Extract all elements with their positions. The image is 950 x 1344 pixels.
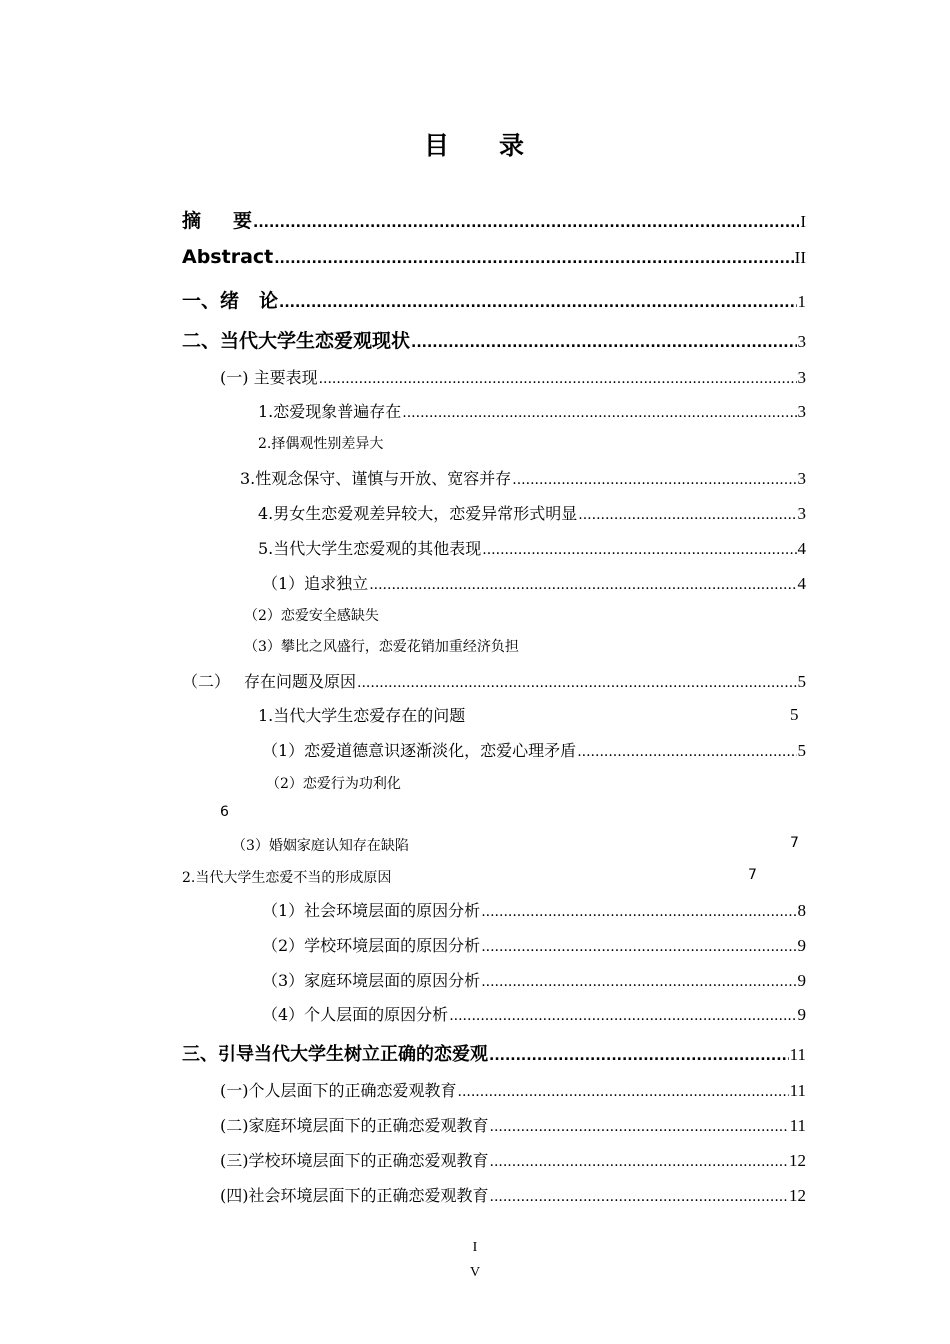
page-number: 11	[789, 1045, 806, 1064]
dot-leader	[577, 744, 796, 760]
toc-entry-2-2-1[interactable]: 1.当代大学生恋爱存在的问题	[258, 706, 466, 725]
page-title: 目 录	[423, 131, 527, 160]
page-number: 9	[797, 936, 806, 955]
page-number: 5	[790, 705, 799, 724]
page-number: 3	[797, 402, 806, 421]
dot-leader	[482, 542, 796, 558]
toc-entry-2-2-2-1[interactable]: （1）社会环境层面的原因分析 ..... 8	[262, 898, 806, 921]
page-number: 4	[797, 539, 806, 558]
dot-leader	[490, 1119, 789, 1135]
dot-leader	[489, 1048, 789, 1064]
toc-entry-2-1-5-1[interactable]: （1）追求独立 ..... 4	[262, 571, 806, 594]
page-number: 4	[797, 574, 806, 593]
dot-leader	[481, 939, 796, 955]
dot-leader	[402, 405, 796, 421]
page-number: 5	[797, 672, 806, 691]
dot-leader	[578, 507, 796, 523]
dot-leader	[490, 1154, 789, 1170]
page-number: I	[800, 212, 806, 231]
toc-entry-2-2-2[interactable]: 2.当代大学生恋爱不当的形成原因	[182, 870, 392, 886]
toc-entry-section-3-2[interactable]: (二)家庭环境层面下的正确恋爱观教育 ..... 11	[220, 1113, 806, 1136]
toc-entry-section-3-1[interactable]: (一)个人层面下的正确恋爱观教育 ..... 11	[220, 1078, 806, 1101]
dot-leader	[449, 1008, 796, 1024]
dot-leader	[319, 371, 797, 387]
page-number: 12	[789, 1151, 806, 1170]
dot-leader	[481, 904, 796, 920]
page-number: 12	[789, 1186, 806, 1205]
toc-entry-section-2-1[interactable]: (一) 主要表现 ..... 3	[220, 365, 806, 388]
dot-leader	[357, 675, 796, 691]
toc-entry-abstract-en[interactable]: Abstract ..... II	[182, 246, 806, 268]
page-number: 1	[797, 292, 806, 311]
toc-entry-chapter-2[interactable]: 二、当代大学生恋爱观现状 ..... 3	[182, 326, 806, 353]
dot-leader	[369, 577, 796, 593]
page-number: 7	[748, 867, 757, 883]
page-number: 5	[797, 741, 806, 760]
toc-entry-chapter-1[interactable]: 一、绪 论 ..... 1	[182, 286, 806, 313]
dot-leader	[481, 974, 796, 990]
toc-entry-chapter-3[interactable]: 三、引导当代大学生树立正确的恋爱观 ..... 11	[182, 1040, 806, 1066]
toc-entry-2-1-5-2[interactable]: （2）恋爱安全感缺失	[244, 608, 379, 624]
dot-leader	[411, 335, 796, 351]
dot-leader	[458, 1084, 789, 1100]
toc-entry-2-2-2-4[interactable]: （4）个人层面的原因分析 ..... 9	[262, 1002, 806, 1025]
toc-entry-section-3-3[interactable]: (三)学校环境层面下的正确恋爱观教育 ..... 12	[220, 1148, 806, 1171]
toc-entry-2-1-3[interactable]: 3.性观念保守、谨慎与开放、宽容并存 ..... 3	[240, 466, 806, 489]
toc-entry-2-2-2-3[interactable]: （3）家庭环境层面的原因分析 ..... 9	[262, 968, 806, 991]
page-number: 3	[797, 368, 806, 387]
toc-entry-2-1-1[interactable]: 1.恋爱现象普遍存在 ..... 3	[258, 399, 806, 422]
toc-entry-section-2-2[interactable]: （二） 存在问题及原因 ..... 5	[182, 669, 806, 692]
page-number: 11	[789, 1081, 806, 1100]
page-number: 3	[797, 504, 806, 523]
dot-leader	[512, 472, 796, 488]
toc-entry-2-1-2[interactable]: 2.择偶观性别差异大	[258, 436, 384, 452]
toc-entry-abstract-cn[interactable]: 摘 要 ..... I	[182, 206, 806, 233]
dot-leader	[279, 295, 796, 311]
page-number: 7	[790, 835, 799, 851]
page-number: 8	[797, 901, 806, 920]
toc-entry-section-3-4[interactable]: (四)社会环境层面下的正确恋爱观教育 ..... 12	[220, 1183, 806, 1206]
page-number: 3	[797, 332, 806, 351]
toc-entry-2-1-5[interactable]: 5.当代大学生恋爱观的其他表现 ..... 4	[258, 536, 806, 559]
dot-leader	[274, 251, 793, 267]
dot-leader	[253, 215, 799, 231]
footer-page-number-line-2: V	[469, 1265, 481, 1280]
toc-entry-2-2-1-1[interactable]: （1）恋爱道德意识逐渐淡化，恋爱心理矛盾 ..... 5	[262, 738, 806, 761]
page-number: 3	[797, 469, 806, 488]
dot-leader	[490, 1189, 789, 1205]
page-number: 6	[220, 804, 229, 820]
toc-entry-2-2-1-2[interactable]: （2）恋爱行为功利化	[266, 776, 401, 792]
footer-page-number-line-1: I	[472, 1240, 478, 1255]
toc-entry-2-1-5-3[interactable]: （3）攀比之风盛行，恋爱花销加重经济负担	[244, 639, 519, 655]
toc-entry-2-2-2-2[interactable]: （2）学校环境层面的原因分析 ..... 9	[262, 933, 806, 956]
page-number: II	[794, 248, 806, 267]
page-number: 9	[797, 1005, 806, 1024]
page-number: 9	[797, 971, 806, 990]
page-number: 11	[789, 1116, 806, 1135]
toc-entry-2-2-1-3[interactable]: （3）婚姻家庭认知存在缺陷	[232, 838, 409, 854]
toc-entry-2-1-4[interactable]: 4.男女生恋爱观差异较大，恋爱异常形式明显 ..... 3	[258, 501, 806, 524]
